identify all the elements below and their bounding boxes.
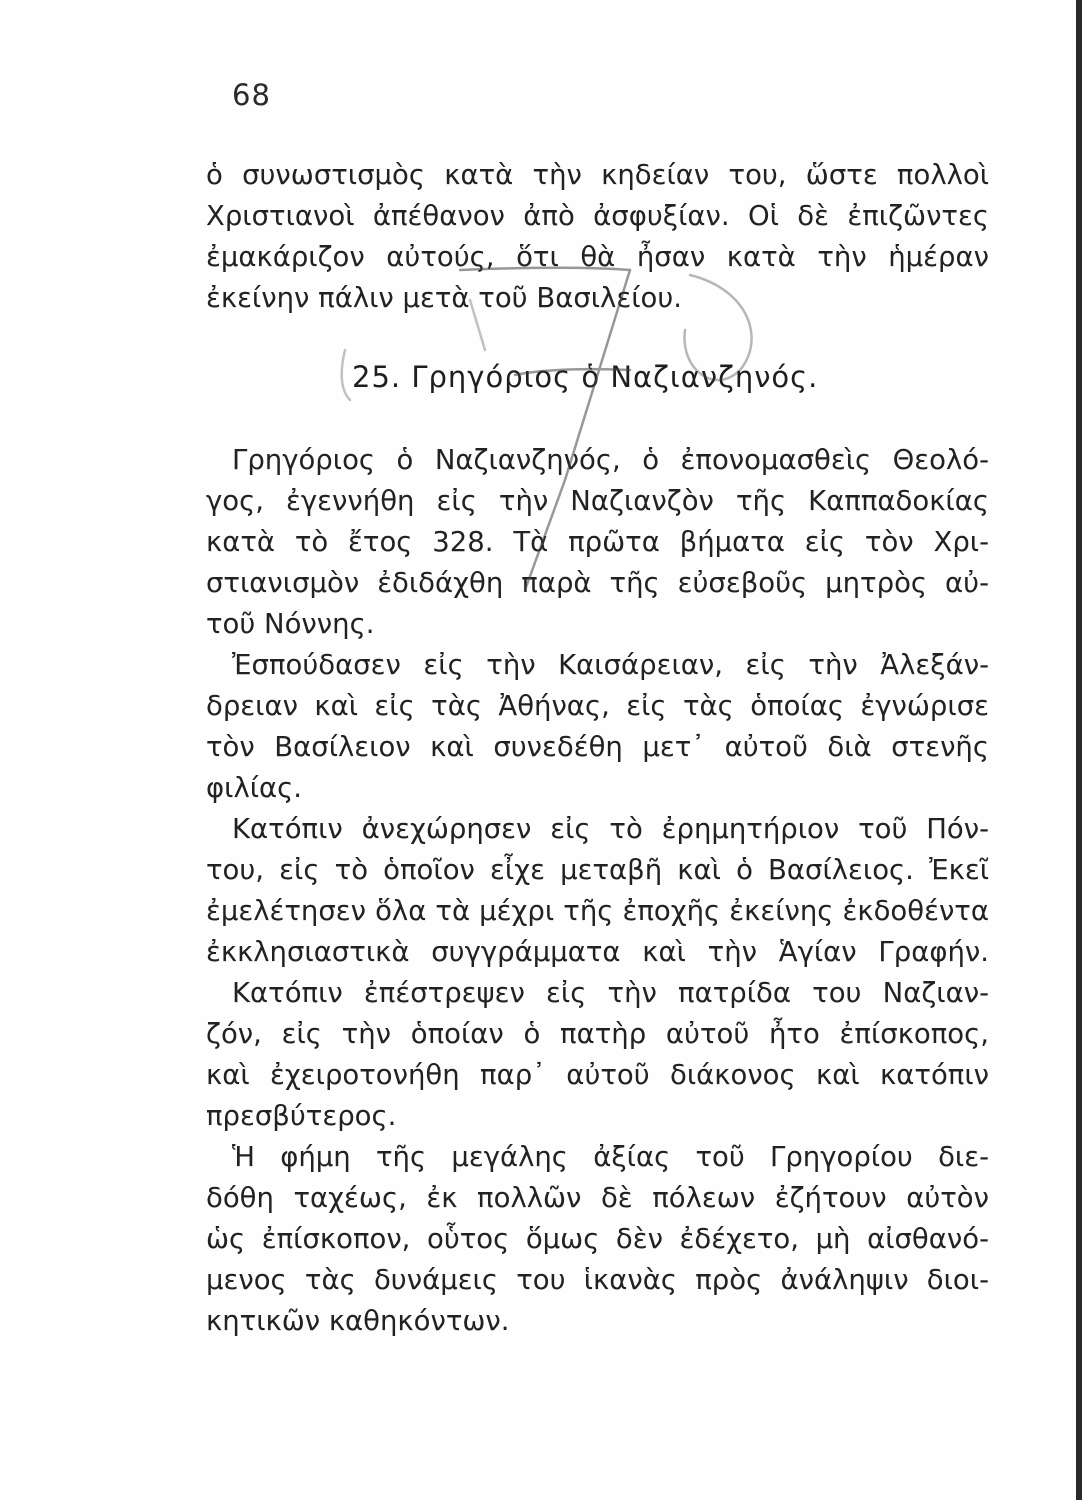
text-line: δρειαν καὶ εἰς τὰς Ἀθήνας, εἰς τὰς ὁποίας ἐγνώρισε xyxy=(206,690,989,722)
text-line: Ἡ φήμη τῆς μεγάλης ἀξίας τοῦ Γρηγορίου διε- xyxy=(232,1141,989,1173)
text-line: Κατόπιν ἀνεχώρησεν εἰς τὸ ἐρημητήριον τοῦ Πόν- xyxy=(232,813,989,845)
text-line: ὁ συνωστισμὸς κατὰ τὴν κηδείαν του, ὥστε πολλοὶ xyxy=(206,159,989,191)
text-line: τὸν Βασίλειον καὶ συνεδέθη μετ᾿ αὐτοῦ διὰ στενῆς xyxy=(206,731,989,763)
section-heading: 25. Γρηγόριος ὁ Ναζιανζηνός. xyxy=(352,360,819,394)
text-line: ἐμελέτησεν ὅλα τὰ μέχρι τῆς ἐποχῆς ἐκείνης ἐκδοθέντα xyxy=(206,895,989,927)
text-line: Κατόπιν ἐπέστρεψεν εἰς τὴν πατρίδα του Ναζιαν- xyxy=(232,977,989,1009)
text-line: ἐμακάριζον αὐτούς, ὅτι θὰ ἦσαν κατὰ τὴν ἡμέραν xyxy=(206,241,989,273)
text-line: κατὰ τὸ ἔτος 328. Τὰ πρῶτα βήματα εἰς τὸν Χρι- xyxy=(206,526,989,558)
page-edge-shadow xyxy=(1076,0,1082,1500)
text-line: Γρηγόριος ὁ Ναζιανζηνός, ὁ ἐπονομασθεὶς Θεολό- xyxy=(232,444,989,476)
text-line: Χριστιανοὶ ἀπέθανον ἀπὸ ἀσφυξίαν. Οἱ δὲ ἐπιζῶντες xyxy=(206,200,989,232)
text-line: ἐκείνην πάλιν μετὰ τοῦ Βασιλείου. xyxy=(206,282,682,314)
page-number: 68 xyxy=(232,78,271,112)
text-line: μενος τὰς δυνάμεις του ἱκανὰς πρὸς ἀνάληψιν διοι- xyxy=(206,1264,989,1296)
text-line: τοῦ Νόννης. xyxy=(206,608,375,640)
text-line: δόθη ταχέως, ἐκ πολλῶν δὲ πόλεων ἐζήτουν αὐτὸν xyxy=(206,1182,989,1214)
text-line: στιανισμὸν ἐδιδάχθη παρὰ τῆς εὐσεβοῦς μητρὸς αὐ- xyxy=(206,567,989,599)
text-line: γος, ἐγεννήθη εἰς τὴν Ναζιανζὸν τῆς Καππαδοκίας xyxy=(206,485,989,517)
text-line: του, εἰς τὸ ὁποῖον εἶχε μεταβῆ καὶ ὁ Βασίλειος. Ἐκεῖ xyxy=(206,854,989,886)
text-line: φιλίας. xyxy=(206,772,303,804)
text-line: ζόν, εἰς τὴν ὁποίαν ὁ πατὴρ αὐτοῦ ἦτο ἐπίσκοπος, xyxy=(206,1018,989,1050)
text-line: ὡς ἐπίσκοπον, οὗτος ὅμως δὲν ἐδέχετο, μὴ αἰσθανό- xyxy=(206,1223,989,1255)
text-line: ἐκκλησιαστικὰ συγγράμματα καὶ τὴν Ἁγίαν Γραφήν. xyxy=(206,936,989,968)
text-line: πρεσβύτερος. xyxy=(206,1100,397,1132)
text-line: καὶ ἐχειροτονήθη παρ᾿ αὐτοῦ διάκονος καὶ κατόπιν xyxy=(206,1059,989,1091)
text-line: κητικῶν καθηκόντων. xyxy=(206,1305,510,1337)
text-line: Ἐσπούδασεν εἰς τὴν Καισάρειαν, εἰς τὴν Ἀλεξάν- xyxy=(232,649,989,681)
